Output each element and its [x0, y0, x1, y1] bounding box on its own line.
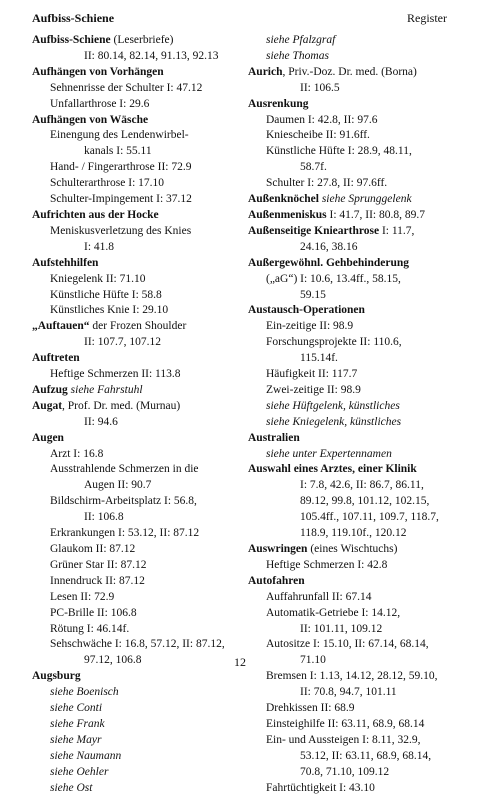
index-line: [248, 288, 458, 304]
index-text: 53.12, II: 63.11, 68.9, 68.14,: [300, 749, 432, 762]
index-text: Augen II: 90.7: [84, 479, 152, 492]
index-headword: Aufhängen von Vorhängen: [32, 65, 164, 78]
index-text: Häufigkeit II: 117.7: [266, 368, 358, 381]
index-text: Heftige Schmerzen I: 42.8: [266, 558, 388, 571]
index-text: Glaukom II: 87.12: [50, 543, 136, 555]
index-text: Heftige Schmerzen II: 113.8: [50, 368, 181, 381]
page-number: 12: [234, 655, 246, 669]
index-line: [248, 462, 458, 478]
index-text: Innendruck II: 87.12: [50, 574, 145, 587]
index-text: Daumen I: 42.8, II: 97.6: [266, 113, 378, 126]
index-line: [248, 590, 458, 606]
index-line: [248, 383, 458, 399]
index-text: I: 41.7, II: 80.8, 89.7: [326, 208, 426, 221]
index-headword: Auswringen: [248, 543, 308, 555]
cross-reference: siehe Kniegelenk, künstliches: [266, 415, 402, 428]
index-line: [32, 399, 246, 415]
index-line: [32, 33, 246, 49]
index-line: [32, 351, 246, 367]
index-column-left: [32, 33, 246, 797]
index-line: [32, 65, 246, 81]
index-headword: Aufzug: [32, 383, 68, 396]
index-text: Arzt I: 16.8: [50, 447, 104, 460]
index-line: [32, 383, 246, 399]
index-line: [248, 637, 458, 653]
index-line: [32, 303, 246, 319]
index-text: Künstliche Hüfte I: 58.8: [50, 288, 162, 301]
index-text: Hand- / Fingerarthrose II: 72.9: [50, 161, 192, 174]
index-line: [248, 478, 458, 494]
index-text: II: 80.14, 82.14, 91.13, 92.13: [84, 49, 219, 62]
index-line: [32, 97, 246, 113]
index-line: [248, 367, 458, 383]
index-line: [32, 431, 246, 447]
index-line: [248, 685, 458, 701]
index-text: II: 101.11, 109.12: [300, 622, 383, 635]
index-headword: Augen: [32, 431, 64, 444]
index-line: [32, 462, 246, 478]
index-text: Ausstrahlende Schmerzen in die: [50, 463, 199, 476]
index-line: [248, 272, 458, 288]
index-text: Bremsen I: 1.13, 14.12, 28.12, 59.10,: [266, 670, 438, 683]
index-line: [32, 367, 246, 383]
index-headword: Australien: [248, 431, 300, 444]
index-line: [248, 733, 458, 749]
index-text: Forschungsprojekte II: 110.6,: [266, 336, 402, 349]
cross-reference: siehe Naumann: [50, 749, 122, 762]
index-line: [248, 65, 458, 81]
index-line: [248, 574, 458, 590]
index-text: (Leserbriefe): [110, 34, 174, 46]
index-headword: „Auftauen“: [32, 320, 90, 333]
index-line: [248, 415, 458, 431]
index-text: Bildschirm-Arbeitsplatz I: 56.8,: [50, 495, 197, 508]
index-headword: Aurich: [248, 65, 283, 78]
index-line: [32, 192, 246, 208]
cross-reference: siehe Ost: [50, 781, 93, 794]
index-line: [32, 733, 246, 749]
index-text: 59.15: [300, 288, 326, 301]
cross-reference: siehe Oehler: [50, 765, 109, 778]
index-line: [32, 781, 246, 797]
index-text: Automatik-Getriebe I: 14.12,: [266, 606, 401, 619]
index-line: [32, 113, 246, 129]
index-line: [248, 208, 458, 224]
index-line: [248, 33, 458, 49]
index-text: 105.4ff., 107.11, 109.7, 118.7,: [300, 511, 439, 524]
index-line: [248, 701, 458, 717]
index-text: Einengung des Lendenwirbel-: [50, 129, 189, 142]
index-text: Autositze I: 15.10, II: 67.14, 68.14,: [266, 638, 429, 651]
index-line: [32, 685, 246, 701]
index-line: [32, 558, 246, 574]
index-line: [248, 192, 458, 208]
cross-reference: siehe Pfalzgraf: [266, 34, 336, 46]
index-headword: Außenseitige Kniearthrose: [248, 224, 380, 237]
index-headword: Augat: [32, 399, 63, 412]
index-line: [32, 590, 246, 606]
index-line: [248, 494, 458, 510]
index-line: [32, 319, 246, 335]
index-text: I: 7.8, 42.6, II: 86.7, 86.11,: [300, 479, 424, 492]
index-line: [248, 113, 458, 129]
index-text: Schulterarthrose I: 17.10: [50, 177, 165, 190]
index-line: [248, 49, 458, 65]
index-text: 118.9, 119.10f., 120.12: [300, 527, 407, 540]
index-text: Unfallarthrose I: 29.6: [50, 97, 150, 110]
index-headword: Augsburg: [32, 670, 81, 683]
cross-reference: siehe Conti: [50, 702, 103, 715]
index-headword: Auswahl eines Arztes, einer Klinik: [248, 463, 417, 476]
index-headword: Aufrichten aus der Hocke: [32, 208, 159, 221]
index-line: [248, 335, 458, 351]
index-line: [248, 558, 458, 574]
index-line: [32, 415, 246, 431]
index-line: [248, 717, 458, 733]
index-text: II: 106.5: [300, 81, 340, 94]
index-text: 70.8, 71.10, 109.12: [300, 765, 390, 778]
index-line: [248, 510, 458, 526]
index-text: Schulter I: 27.8, II: 97.6ff.: [266, 177, 388, 190]
index-headword: Außenknöchel: [248, 193, 319, 206]
index-text: Künstliche Hüfte I: 28.9, 48.11,: [266, 145, 412, 158]
index-line: [32, 128, 246, 144]
index-text: Künstliches Knie I: 29.10: [50, 304, 169, 317]
index-text: Auffahrunfall II: 67.14: [266, 590, 372, 603]
index-headword: Autofahren: [248, 574, 305, 587]
index-text: 71.10: [300, 654, 326, 667]
index-text: Sehschwäche I: 16.8, 57.12, II: 87.12,: [50, 638, 225, 651]
index-text: 58.7f.: [300, 161, 327, 174]
cross-reference: siehe Fahrstuhl: [67, 383, 143, 396]
index-text: Kniescheibe II: 91.6ff.: [266, 129, 370, 142]
index-line: [248, 526, 458, 542]
cross-reference: siehe Mayr: [50, 733, 102, 746]
cross-reference: siehe Thomas: [266, 49, 329, 62]
index-line: [248, 128, 458, 144]
index-text: Drehkissen II: 68.9: [266, 702, 355, 715]
index-line: [32, 81, 246, 97]
index-headword: Auftreten: [32, 352, 80, 365]
index-line: [248, 431, 458, 447]
index-line: [32, 574, 246, 590]
index-text: 24.16, 38.16: [300, 240, 358, 253]
index-line: [248, 303, 458, 319]
index-text: Grüner Star II: 87.12: [50, 558, 147, 571]
index-column-right: [248, 33, 458, 797]
cross-reference: siehe Sprunggelenk: [318, 193, 412, 206]
index-line: [32, 765, 246, 781]
index-text: Ein-zeitige II: 98.9: [266, 320, 354, 333]
index-line: [248, 81, 458, 97]
index-line: [248, 224, 458, 240]
index-line: [32, 49, 246, 65]
index-line: [32, 240, 246, 256]
index-text: , Priv.-Doz. Dr. med. (Borna): [282, 65, 417, 78]
index-text: (eines Wischtuchs): [307, 543, 398, 555]
cross-reference: siehe Hüftgelenk, künstliches: [266, 399, 400, 412]
index-line: [248, 669, 458, 685]
index-line: [248, 160, 458, 176]
index-text: I: 11.7,: [379, 224, 415, 237]
index-text: II: 94.6: [84, 415, 118, 428]
index-headword: Ausrenkung: [248, 97, 309, 110]
index-text: II: 70.8, 94.7, 101.11: [300, 686, 397, 699]
index-line: [248, 97, 458, 113]
index-line: [248, 240, 458, 256]
index-line: [32, 478, 246, 494]
index-line: [248, 542, 458, 558]
index-line: [248, 144, 458, 160]
index-line: [32, 749, 246, 765]
index-line: [32, 224, 246, 240]
index-text: („aG“) I: 10.6, 13.4ff., 58.15,: [266, 272, 401, 285]
index-line: [248, 447, 458, 463]
index-line: [248, 765, 458, 781]
running-header-label: Register: [407, 11, 447, 25]
index-text: 115.14f.: [300, 352, 338, 365]
index-line: [248, 606, 458, 622]
index-line: [32, 160, 246, 176]
index-line: [32, 288, 246, 304]
index-line: [248, 399, 458, 415]
running-header-section: Aufbiss-Schiene: [32, 11, 115, 25]
index-text: Kniegelenk II: 71.10: [50, 272, 146, 285]
index-line: [32, 510, 246, 526]
index-text: kanals I: 55.11: [84, 145, 152, 158]
index-headword: Aufstehhilfen: [32, 256, 99, 269]
cross-reference: siehe Boenisch: [50, 686, 119, 699]
index-headword: Außergewöhnl. Gehbehinderung: [248, 256, 410, 269]
index-line: [32, 494, 246, 510]
index-text: 89.12, 99.8, 101.12, 102.15,: [300, 495, 430, 508]
index-line: [248, 319, 458, 335]
index-line: [248, 749, 458, 765]
index-line: [32, 208, 246, 224]
index-headword: Aufbiss-Schiene: [32, 34, 111, 46]
index-line: [32, 701, 246, 717]
cross-reference: siehe Frank: [50, 717, 105, 730]
cross-reference: siehe unter Expertennamen: [266, 447, 392, 460]
index-text: Einsteighilfe II: 63.11, 68.9, 68.14: [266, 717, 425, 730]
index-line: [32, 144, 246, 160]
index-line: [248, 781, 458, 797]
index-text: 97.12, 106.8: [84, 654, 142, 667]
index-line: [32, 606, 246, 622]
index-text: Zwei-zeitige II: 98.9: [266, 383, 361, 396]
index-text: Ein- und Aussteigen I: 8.11, 32.9,: [266, 733, 421, 746]
index-line: [32, 542, 246, 558]
index-line: [32, 447, 246, 463]
index-line: [32, 272, 246, 288]
index-text: Lesen II: 72.9: [50, 590, 115, 603]
index-text: II: 106.8: [84, 511, 124, 524]
index-line: [32, 717, 246, 733]
index-text: , Prof. Dr. med. (Murnau): [62, 399, 181, 412]
index-headword: Außenmeniskus: [248, 208, 327, 221]
index-line: [248, 256, 458, 272]
index-text: Schulter-Impingement I: 37.12: [50, 193, 192, 206]
index-text: Meniskusverletzung des Knies: [50, 224, 192, 237]
index-line: [32, 637, 246, 653]
index-line: [32, 526, 246, 542]
index-line: [32, 622, 246, 638]
index-text: der Frozen Shoulder: [89, 320, 187, 333]
index-headword: Austausch-Operationen: [248, 304, 365, 317]
index-text: PC-Brille II: 106.8: [50, 606, 137, 619]
index-text: II: 107.7, 107.12: [84, 336, 161, 349]
index-text: Sehnenrisse der Schulter I: 47.12: [50, 81, 203, 94]
index-text: Fahrtüchtigkeit I: 43.10: [266, 781, 375, 794]
index-line: [32, 256, 246, 272]
index-line: [32, 669, 246, 685]
index-text: I: 41.8: [84, 240, 115, 253]
index-line: [248, 622, 458, 638]
index-line: [32, 176, 246, 192]
index-line: [248, 351, 458, 367]
index-text: Erkrankungen I: 53.12, II: 87.12: [50, 527, 200, 540]
index-line: [248, 176, 458, 192]
index-line: [32, 335, 246, 351]
index-headword: Aufhängen von Wäsche: [32, 113, 149, 126]
index-text: Rötung I: 46.14f.: [50, 622, 130, 635]
